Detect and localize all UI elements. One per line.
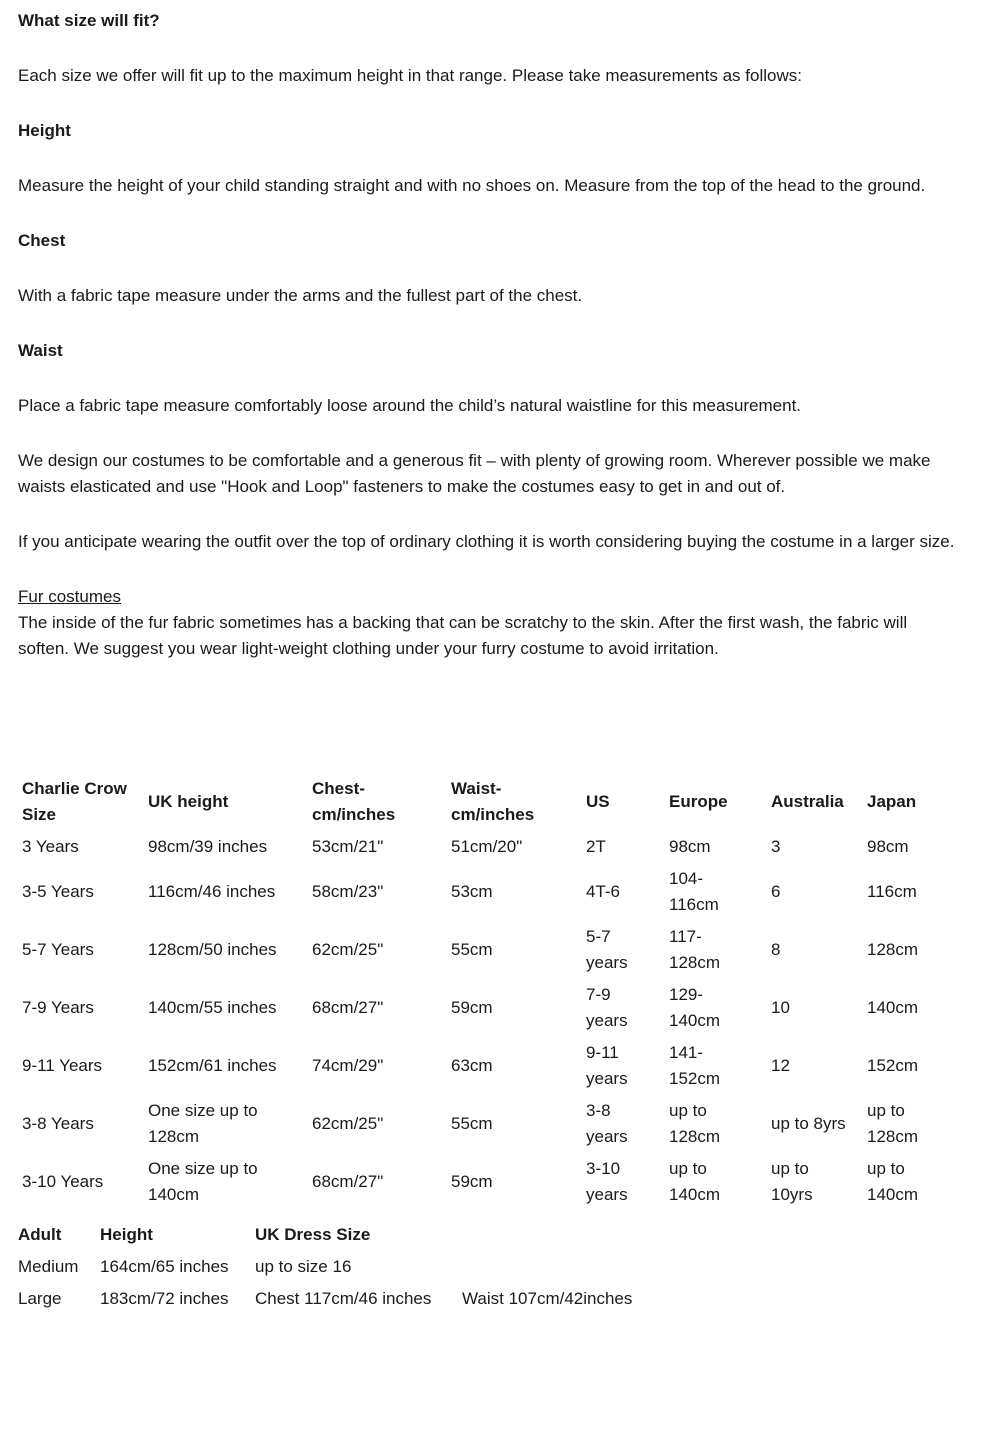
cell-europe: 141-152cm [669, 1043, 721, 1088]
cell-chest: 53cm/21" [312, 837, 384, 856]
cell-japan: 98cm [867, 837, 909, 856]
cell-size: 3-5 Years [22, 882, 94, 901]
cell-chest: 62cm/25" [312, 940, 384, 959]
cell-adult-height: 183cm/72 inches [100, 1289, 229, 1308]
cell-japan: 152cm [867, 1056, 919, 1075]
para-larger-size: If you anticipate wearing the outfit over the top of ordinary clothing it is worth considering buying the costume in a larger size. [18, 532, 955, 551]
cell-waist: 53cm [451, 882, 493, 901]
para-design-fit: We design our costumes to be comfortable and a generous fit – with plenty of growing room. Wherever possible we make waists elasticated and use "Hook and Loop" fasteners to make the costumes easy to get in and out of. [18, 451, 931, 496]
cell-australia: up to 8yrs [771, 1114, 846, 1133]
cell-australia: 8 [771, 940, 781, 959]
cell-uk-height: 98cm/39 inches [148, 837, 268, 856]
cell-adult-size: Large [18, 1289, 62, 1308]
cell-us: 7-9 years [586, 985, 628, 1030]
adult-size-table [18, 1219, 938, 1315]
cell-uk-height: 128cm/50 inches [148, 940, 277, 959]
cell-us: 2T [586, 837, 606, 856]
cell-chest: 68cm/27" [312, 998, 384, 1017]
size-row-3-10-years [18, 1153, 977, 1211]
column-header-uk-height: UK height [148, 792, 229, 811]
column-header-adult: Adult [18, 1225, 62, 1244]
column-header-blank [462, 1219, 938, 1251]
cell-size: 9-11 Years [22, 1056, 103, 1075]
column-header-waist: Waist-cm/inches [451, 779, 535, 824]
para-intro: Each size we offer will fit up to the maximum height in that range. Please take measurements as follows: [18, 66, 802, 85]
cell-waist: 51cm/20" [451, 837, 523, 856]
cell-size: 3-8 Years [22, 1114, 94, 1133]
cell-uk-height: 140cm/55 inches [148, 998, 277, 1017]
cell-adult-waist: Waist 107cm/42inches [462, 1289, 633, 1308]
cell-size: 5-7 Years [22, 940, 94, 959]
cell-us: 3-10 years [586, 1159, 628, 1204]
cell-japan: 116cm [867, 882, 917, 901]
cell-europe: up to 128cm [669, 1101, 721, 1146]
cell-waist: 55cm [451, 1114, 493, 1133]
para-height-body: Measure the height of your child standing straight and with no shoes on. Measure from the top of the head to the ground. [18, 176, 926, 195]
section-heading-waist: Waist [18, 341, 63, 360]
cell-chest: 62cm/25" [312, 1114, 384, 1133]
cell-us: 3-8 years [586, 1101, 628, 1146]
cell-waist: 59cm [451, 1172, 493, 1191]
cell-australia: 3 [771, 837, 781, 856]
cell-japan: 128cm [867, 940, 919, 959]
cell-waist: 55cm [451, 940, 493, 959]
cell-europe: 104-116cm [669, 869, 719, 914]
cell-japan: up to 140cm [867, 1159, 919, 1204]
cell-us: 4T-6 [586, 882, 621, 901]
cell-adult-size: Medium [18, 1257, 79, 1276]
column-header-chest: Chest-cm/inches [312, 779, 396, 824]
column-header-europe: Europe [669, 792, 728, 811]
cell-uk-height: One size up to 140cm [148, 1159, 258, 1204]
cell-adult-chest: Chest 117cm/46 inches [255, 1289, 432, 1308]
size-row-9-11-years [18, 1037, 977, 1095]
cell-australia: 6 [771, 882, 781, 901]
size-row-5-7-years [18, 921, 977, 979]
cell-size: 3-10 Years [22, 1172, 104, 1191]
cell-europe: 129-140cm [669, 985, 721, 1030]
column-header-uk-dress-size: UK Dress Size [255, 1225, 371, 1244]
cell-europe: 98cm [669, 837, 711, 856]
column-header-australia: Australia [771, 792, 844, 811]
column-header-charlie-crow-size: Charlie Crow Size [22, 779, 127, 824]
size-row-3-5-years [18, 863, 977, 921]
column-header-japan: Japan [867, 792, 917, 811]
section-heading-fur-costumes: Fur costumes [18, 587, 121, 606]
size-row-3-years [18, 831, 977, 863]
para-fur-body: The inside of the fur fabric sometimes has a backing that can be scratchy to the skin. After the first wash, the fabric will soften. We suggest you wear light-weight clothing under your furry costume to avoid irritation. [18, 613, 908, 658]
cell-us: 5-7 years [586, 927, 628, 972]
cell-uk-height: 152cm/61 inches [148, 1056, 277, 1075]
section-heading-height: Height [18, 121, 71, 140]
cell-chest: 74cm/29" [312, 1056, 384, 1075]
cell-chest: 68cm/27" [312, 1172, 384, 1191]
cell-adult-height: 164cm/65 inches [100, 1257, 229, 1276]
cell-waist: 63cm [451, 1056, 493, 1075]
cell-adult-extra [462, 1251, 938, 1283]
adult-row-large [18, 1283, 938, 1315]
cell-us: 9-11 years [586, 1043, 628, 1088]
cell-europe: 117-128cm [669, 927, 721, 972]
section-heading-chest: Chest [18, 231, 66, 250]
cell-size: 7-9 Years [22, 998, 94, 1017]
cell-waist: 59cm [451, 998, 493, 1017]
cell-europe: up to 140cm [669, 1159, 721, 1204]
cell-chest: 58cm/23" [312, 882, 384, 901]
cell-size: 3 Years [22, 837, 79, 856]
cell-adult-dress-size: up to size 16 [255, 1257, 352, 1276]
cell-australia: up to 10yrs [771, 1159, 813, 1204]
para-waist-body: Place a fabric tape measure comfortably loose around the child’s natural waistline for this measurement. [18, 396, 802, 415]
column-header-adult-height: Height [100, 1225, 153, 1244]
adult-row-medium [18, 1251, 938, 1283]
cell-japan: up to 128cm [867, 1101, 919, 1146]
size-chart-table [18, 773, 977, 1211]
para-chest-body: With a fabric tape measure under the arms and the fullest part of the chest. [18, 286, 583, 305]
size-row-7-9-years [18, 979, 977, 1037]
document-title: What size will fit? [18, 11, 160, 30]
cell-uk-height: One size up to 128cm [148, 1101, 258, 1146]
cell-japan: 140cm [867, 998, 919, 1017]
size-row-3-8-years [18, 1095, 977, 1153]
cell-australia: 12 [771, 1056, 790, 1075]
column-header-us: US [586, 792, 610, 811]
cell-uk-height: 116cm/46 inches [148, 882, 276, 901]
adult-header-row [18, 1219, 938, 1251]
cell-australia: 10 [771, 998, 790, 1017]
size-chart-header-row [18, 773, 977, 831]
